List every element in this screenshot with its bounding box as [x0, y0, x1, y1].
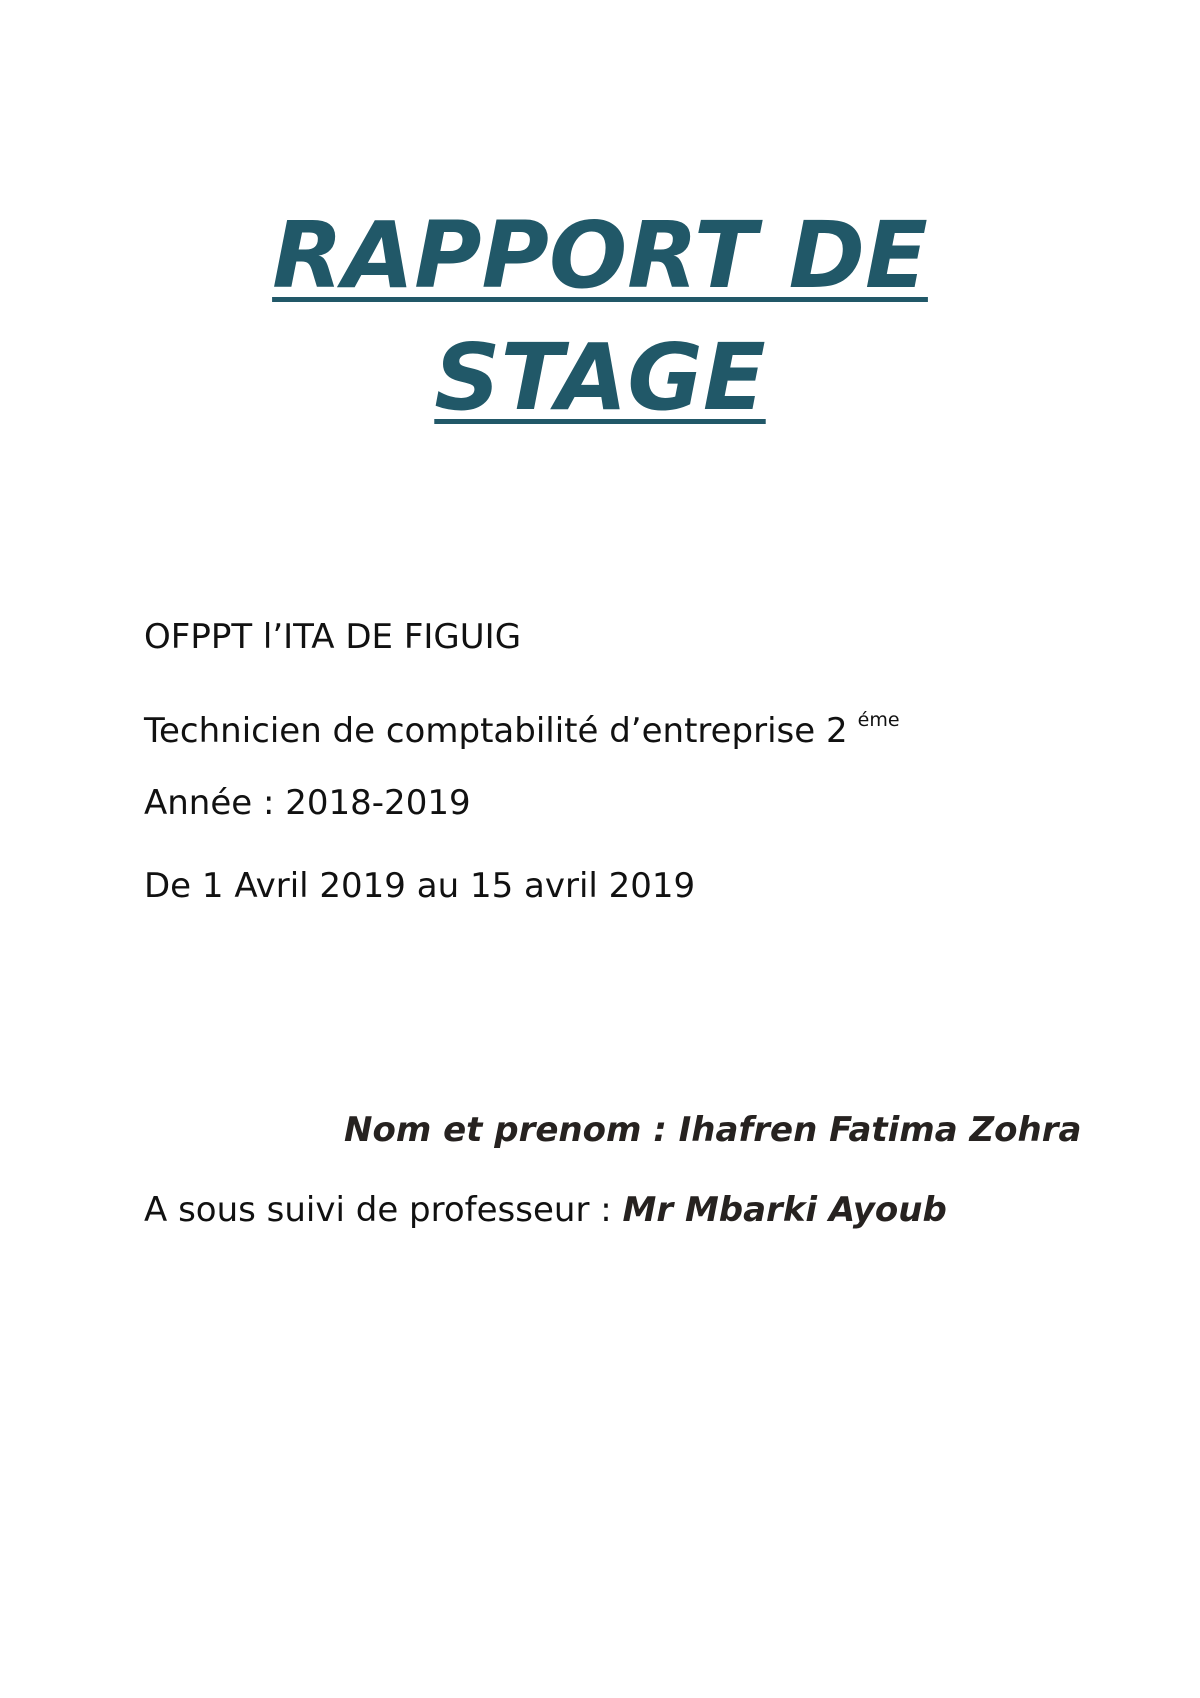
supervisor-name: Mr Mbarki Ayoub — [622, 1190, 947, 1230]
supervisor-line — [144, 1190, 947, 1230]
title-line-1: RAPPORT DE — [272, 202, 928, 309]
program-text: Technicien de comptabilité d’entreprise 2 — [144, 711, 848, 751]
institution-line: OFPPT l’ITA DE FIGUIG — [144, 617, 522, 657]
title-line-2: STAGE — [434, 324, 766, 431]
year-line: Année : 2018-2019 — [144, 783, 471, 823]
program-line — [144, 700, 900, 751]
student-name-line: Nom et prenom : Ihafren Fatima Zohra — [344, 1110, 1082, 1150]
supervisor-label: A sous suivi de professeur : — [144, 1190, 623, 1230]
period-line: De 1 Avril 2019 au 15 avril 2019 — [144, 866, 696, 906]
program-superscript: éme — [857, 709, 900, 731]
report-title — [0, 195, 1200, 439]
